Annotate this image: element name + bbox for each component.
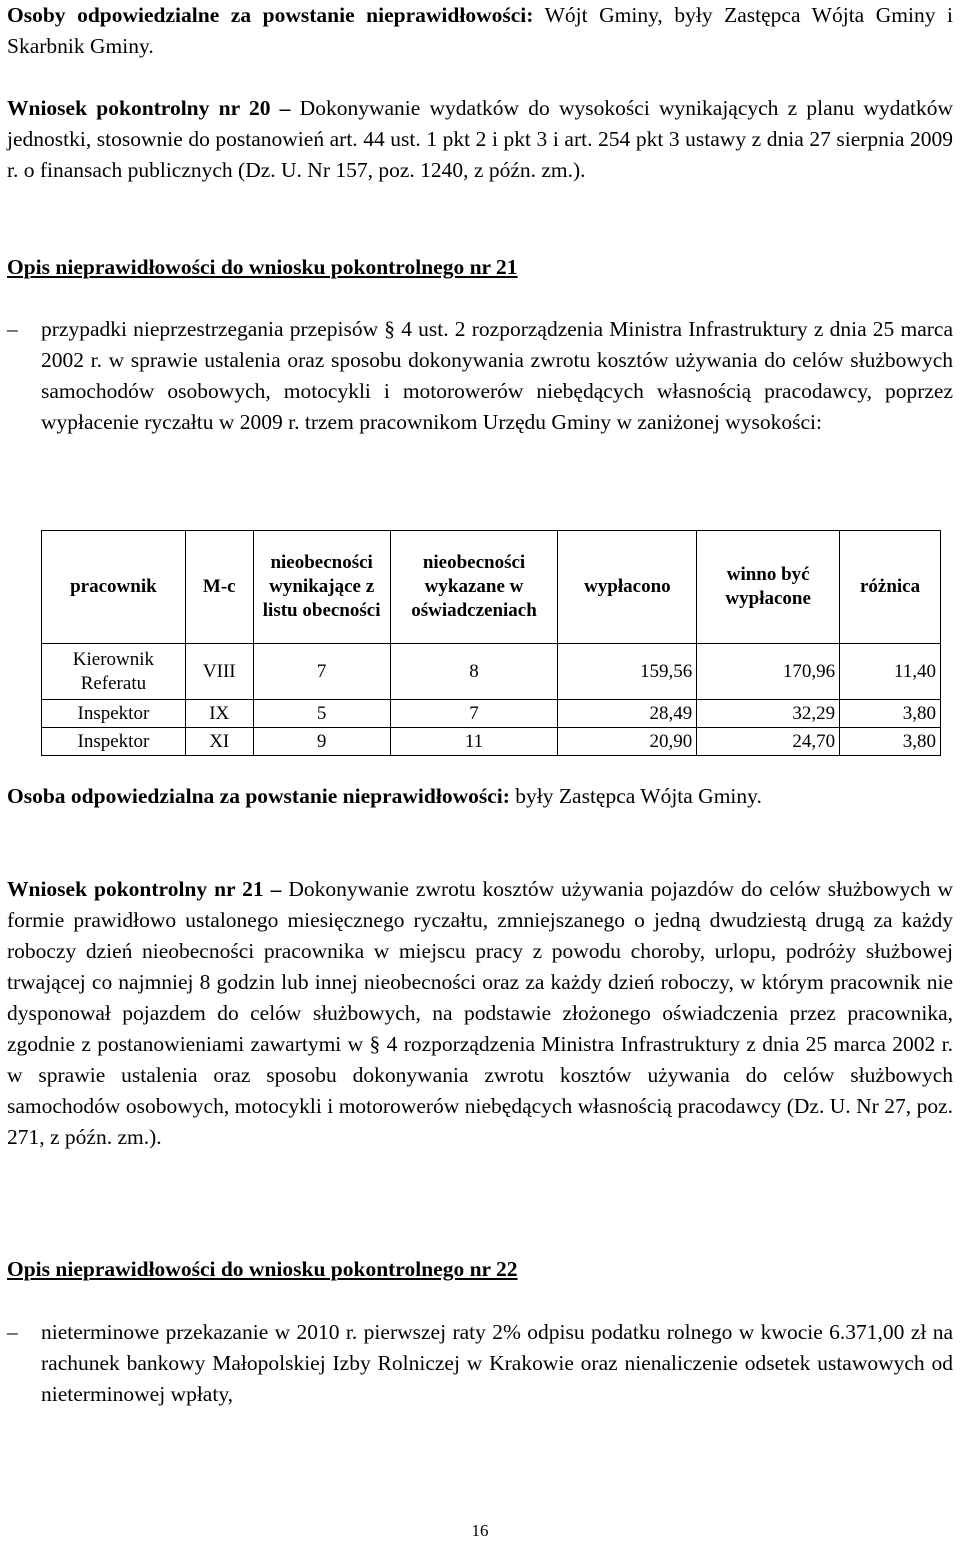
table-row: [42, 644, 941, 700]
responsible-persons-paragraph: [7, 0, 953, 62]
cell-should-be-paid: 32,29: [697, 700, 840, 728]
page-number: 16: [471, 1521, 489, 1540]
section-heading-21-text: Opis nieprawidłowości do wniosku pokontrolnego nr 21: [7, 255, 518, 279]
cell-month: XI: [185, 728, 253, 756]
section-heading-21: [7, 252, 953, 283]
section-heading-22-text: Opis nieprawidłowości do wniosku pokontrolnego nr 22: [7, 1257, 518, 1281]
irregularity-item-21: [7, 314, 953, 438]
cell-paid: 20,90: [558, 728, 697, 756]
irregularity-item-22-text: nieterminowe przekazanie w 2010 r. pierwszej raty 2% odpisu podatku rolnego w kwocie 6.371,00 zł na rachunek bankowy Małopolskiej Izby Rolniczej w Krakowie oraz nienaliczenie odsetek ustawowych od nieterminowej wpłaty,: [41, 1320, 953, 1406]
responsible-persons-label: Osoby odpowiedzialne za powstanie nieprawidłowości:: [7, 3, 534, 27]
responsible-persons-text: Wójt Gminy, były Zastępca Wójta Gminy i Skarbnik Gminy.: [7, 3, 954, 58]
cell-absences-declared: 8: [390, 644, 558, 700]
cell-month: VIII: [185, 644, 253, 700]
recommendation-21-label: Wniosek pokontrolny nr 21 –: [7, 877, 282, 901]
recommendation-21-text: Dokonywanie zwrotu kosztów używania pojazdów do celów służbowych w formie prawidłowo ustalonego miesięcznego ryczałtu, zmniejszanego o jedną dwudziestą drugą za każdy roboczy dzień nieobecności pracownika w miejscu pracy z powodu choroby, urlopu, podróży służbowej trwającej co najmniej 8 godzin lub innej nieobecności oraz za każdy dzień roboczy, w którym pracownik nie dysponował pojazdem do celów służbowych, na podstawie złożonego oświadczenia przez pracownika, zgodnie z postanowieniami zawartymi w § 4 rozporządzenia Ministra Infrastruktury z dnia 25 marca 2002 r. w sprawie ustalenia oraz sposobu dokonywania zwrotu kosztów używania do celów służbowych samochodów osobowych, motocykli i motorowerów niebędących własnością pracodawcy (Dz. U. Nr 27, poz. 271, z późn. zm.).: [7, 877, 953, 1149]
section-heading-22: [7, 1254, 953, 1285]
cell-absences-list: 9: [253, 728, 390, 756]
dash-bullet: –: [7, 317, 18, 341]
cell-employee: Inspektor: [42, 728, 186, 756]
cell-difference: 3,80: [840, 728, 941, 756]
col-header-employee: pracownik: [42, 531, 186, 644]
responsible-person-text: były Zastępca Wójta Gminy.: [509, 784, 762, 808]
table-header-row: [42, 531, 941, 644]
cell-absences-declared: 7: [390, 700, 558, 728]
cell-paid: 28,49: [558, 700, 697, 728]
col-header-month: M-c: [185, 531, 253, 644]
dash-bullet: –: [7, 1320, 18, 1344]
irregularity-item-21-text: przypadki nieprzestrzegania przepisów § 4 ust. 2 rozporządzenia Ministra Infrastruktury z dnia 25 marca 2002 r. w sprawie ustalenia oraz sposobu dokonywania zwrotu kosztów używania do celów służbowych samochodów osobowych, motocykli i motorowerów niebędących własnością pracodawcy, poprzez wypłacenie ryczałtu w 2009 r. trzem pracownikom Urzędu Gminy w zaniżonej wysokości:: [41, 317, 953, 434]
table-row: [42, 728, 941, 756]
responsible-person-label: Osoba odpowiedzialna za powstanie nieprawidłowości:: [7, 784, 510, 808]
recommendation-21-paragraph: [7, 874, 953, 1153]
responsible-person-paragraph: [7, 781, 953, 812]
cell-absences-list: 7: [253, 644, 390, 700]
recommendation-20-text: Dokonywanie wydatków do wysokości wynikających z planu wydatków jednostki, stosownie do postanowień art. 44 ust. 1 pkt 2 i pkt 3 i art. 254 pkt 3 ustawy z dnia 27 sierpnia 2009 r. o finansach publicznych (Dz. U. Nr 157, poz. 1240, z późn. zm.).: [7, 96, 953, 182]
cell-paid: 159,56: [558, 644, 697, 700]
col-header-absences-declared: nieobecności wykazane w oświadczeniach: [390, 531, 558, 644]
cell-should-be-paid: 24,70: [697, 728, 840, 756]
cell-difference: 3,80: [840, 700, 941, 728]
cell-absences-declared: 11: [390, 728, 558, 756]
cell-difference: 11,40: [840, 644, 941, 700]
allowance-table: [41, 530, 941, 756]
cell-absences-list: 5: [253, 700, 390, 728]
cell-employee: Kierownik Referatu: [42, 644, 186, 700]
cell-should-be-paid: 170,96: [697, 644, 840, 700]
cell-month: IX: [185, 700, 253, 728]
table-row: [42, 700, 941, 728]
cell-employee: Inspektor: [42, 700, 186, 728]
col-header-absences-list: nieobecności wynikające z listu obecności: [253, 531, 390, 644]
col-header-paid: wypłacono: [558, 531, 697, 644]
col-header-should-be-paid: winno być wypłacone: [697, 531, 840, 644]
recommendation-20-paragraph: [7, 93, 953, 186]
recommendation-20-label: Wniosek pokontrolny nr 20 –: [7, 96, 291, 120]
irregularity-item-22: [7, 1317, 953, 1410]
col-header-difference: różnica: [840, 531, 941, 644]
